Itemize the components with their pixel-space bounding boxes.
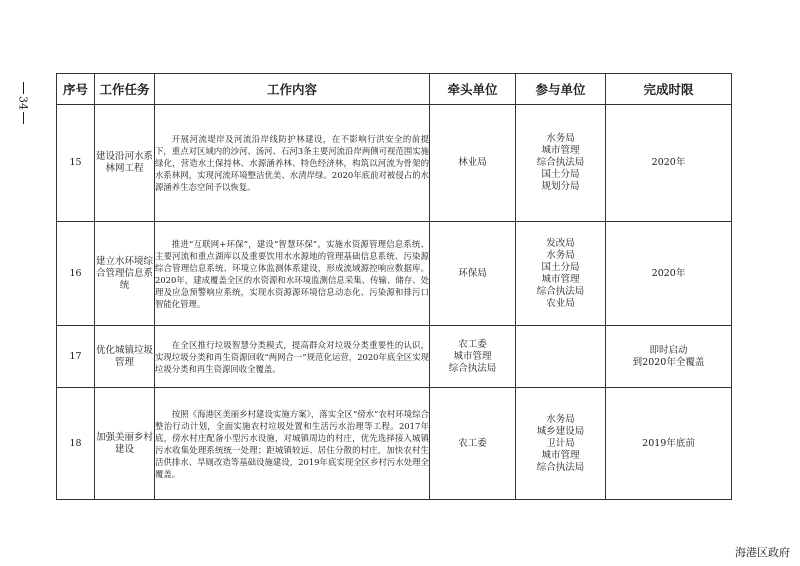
row-task: 建设沿河水系林网工程 [95,105,155,222]
row-num: 16 [57,222,95,326]
row-participants [516,326,606,388]
row-content: 推进“互联网+环保”，建设“智慧环保”。实施水资源管理信息系统、主要河流和重点湖库以及重要饮用水水源地的管理基础信息系统、污染源综合管理信息系统、环境立体监测体系建设，形成流域源控响应数据库。2020年，建成覆盖全区的水资源和水环境监测信息采集、传输、储存、处理及应急预警响应系统，实现水资源源环境信息动态化、污染源和排污口智能化管理。 [155,222,430,326]
page-number-rule-bottom [23,112,24,124]
row-num: 15 [57,105,95,222]
header-num: 序号 [57,74,95,105]
row-content: 按照《海港区美丽乡村建设实施方案》，落实全区“傍水”农村环境综合整治行动计划，全面实施农村垃圾处置和生活污水治理等工程。2017年底，傍水村庄配备小型污水设施，对城镇周边的村庄，优先选择接入城镇污水收集处理系统统一处理；距城镇较远、居住分散的村庄，加快农村生活供排水、旱厕改造等基础设施建设，2019年底实现全区乡村污水处理全覆盖。 [155,388,430,500]
header-task: 工作任务 [95,74,155,105]
table-row [57,105,732,222]
row-lead: 林业局 [430,105,516,222]
row-task: 建立水环境综合管理信息系统 [95,222,155,326]
page-number-value: 34 [16,96,30,110]
table-row [57,222,732,326]
row-participants: 水务局 城乡建设局 卫计局 城市管理 综合执法局 [516,388,606,500]
row-participants: 发改局 水务局 国土分局 城市管理 综合执法局 农业局 [516,222,606,326]
row-participants: 水务局 城市管理 综合执法局 国土分局 规划分局 [516,105,606,222]
row-content: 在全区推行垃圾智慧分类模式，提高群众对垃圾分类重要性的认识，实现垃圾分类和再生资源回收“两网合一”规范化运营，2020年底全区实现垃圾分类和再生资源回收全覆盖。 [155,326,430,388]
row-num: 17 [57,326,95,388]
row-lead: 环保局 [430,222,516,326]
task-table [56,73,732,500]
table-header-row [57,74,732,105]
row-deadline: 2020年 [606,222,732,326]
header-deadline: 完成时限 [606,74,732,105]
row-num: 18 [57,388,95,500]
row-content: 开展河流堤岸及河流沿岸线防护林建设，在不影响行洪安全的前提下，重点对区域内的沙河、汤河、石河3条主要河流沿岸两侧可视范围实施绿化，营造水土保持林、水源涵养林、特色经济林，构筑以河流为骨架的水系林网，实现河流环境整洁优美、水清岸绿。2020年底前对被侵占的水源涵养生态空间予以恢复。 [155,105,430,222]
table-row [57,388,732,500]
row-task: 优化城镇垃圾管理 [95,326,155,388]
page-number-rule-top [23,82,24,94]
header-participants: 参与单位 [516,74,606,105]
row-task: 加强美丽乡村建设 [95,388,155,500]
page-number [12,80,34,126]
row-lead: 农工委 城市管理 综合执法局 [430,326,516,388]
table-row [57,326,732,388]
footer-organization: 海港区政府 [735,546,790,559]
header-lead: 牵头单位 [430,74,516,105]
row-lead: 农工委 [430,388,516,500]
row-deadline: 2019年底前 [606,388,732,500]
row-deadline: 即时启动 到2020年全覆盖 [606,326,732,388]
header-content: 工作内容 [155,74,430,105]
row-deadline: 2020年 [606,105,732,222]
